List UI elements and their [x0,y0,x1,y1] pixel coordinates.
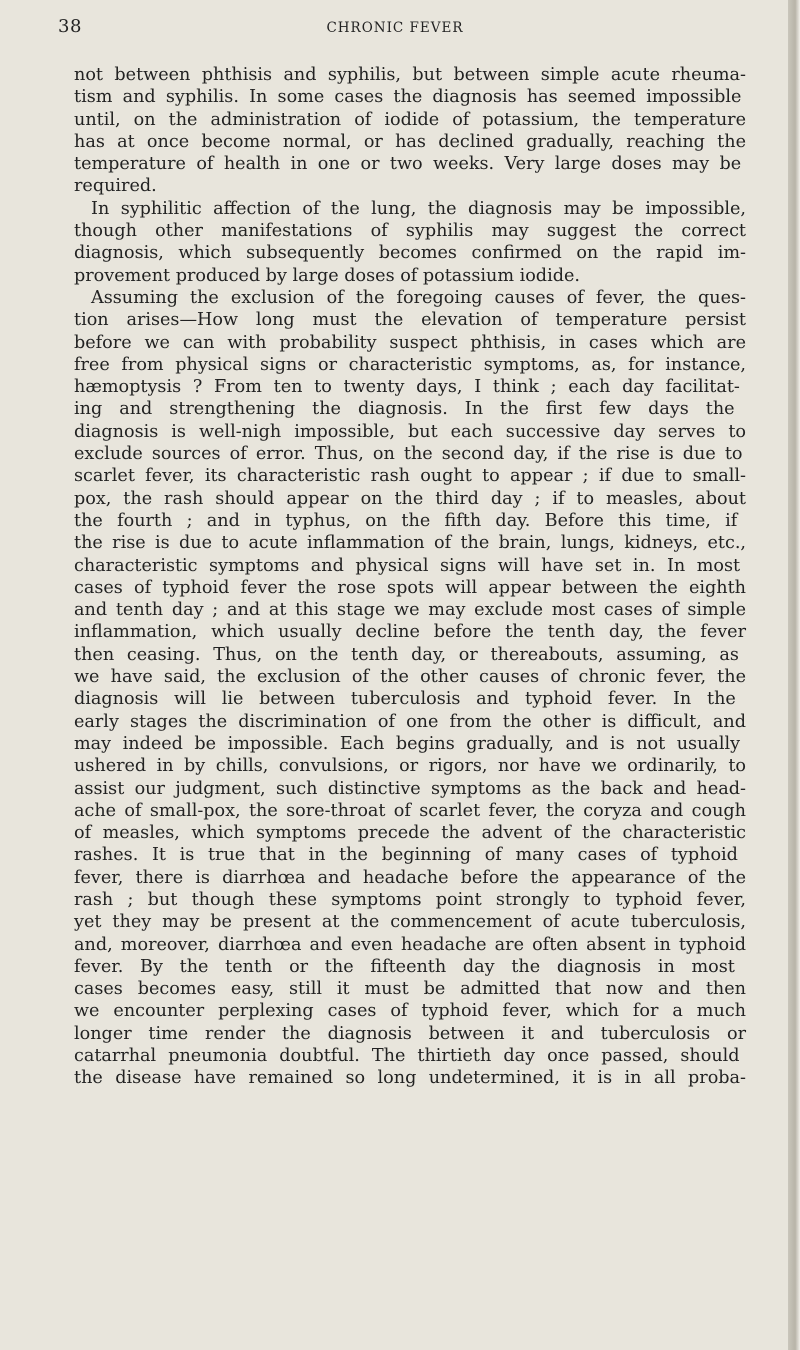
text-line: temperature of health in one or two weeks. Very large doses may be [74,154,742,175]
text-line: provement produced by large doses of potassium iodide. [74,265,580,286]
text-line: though other manifestations of syphilis may suggest the correct [74,221,746,242]
text-line: may indeed be impossible. Each begins gradually, and is not usually [74,733,741,754]
text-line: until, on the administration of iodide of potassium, the temperature [74,109,746,130]
page-edge [788,0,800,1350]
text-line: required. [74,176,157,197]
text-line: early stages the discrimination of one from the other is difficult, and [74,711,746,732]
text-line: the fourth ; and in typhus, on the fifth day. Before this time, if [74,510,738,531]
text-line: pox, the rash should appear on the third day ; if to measles, about [74,488,746,509]
text-line: fever, there is diarrhœa and headache before the appearance of the [74,867,746,888]
text-line: cases of typhoid fever the rose spots will appear between the eighth [74,577,746,598]
text-line: In syphilitic affection of the lung, the diagnosis may be impossible, [91,198,746,219]
text-line: diagnosis, which subsequently becomes confirmed on the rapid im- [74,243,746,264]
text-line: of measles, which symptoms precede the advent of the characteristic [74,823,746,844]
text-line: we encounter perplexing cases of typhoid fever, which for a much [74,1001,746,1022]
text-line: longer time render the diagnosis between it and tuberculosis or [74,1023,746,1044]
text-line: and, moreover, diarrhœa and even headache are often absent in typhoid [74,934,746,955]
text-line: rash ; but though these symptoms point strongly to typhoid fever, [74,889,746,910]
text-line: diagnosis will lie between tuberculosis and typhoid fever. In the [74,689,736,710]
body-text [74,64,746,1090]
text-line: rashes. It is true that in the beginning of many cases of typhoid [74,845,738,866]
paragraph-2 [74,198,746,287]
page-number: 38 [58,16,82,37]
text-line: catarrhal pneumonia doubtful. The thirtieth day once passed, should [74,1046,740,1067]
text-line: free from physical signs or characteristic symptoms, as, for instance, [74,354,746,375]
running-head: CHRONIC FEVER [326,20,464,36]
text-line: scarlet fever, its characteristic rash ought to appear ; if due to small- [74,466,746,487]
text-line: and tenth day ; and at this stage we may exclude most cases of simple [74,600,746,621]
text-line: before we can with probability suspect phthisis, in cases which are [74,332,746,353]
text-line: characteristic symptoms and physical signs will have set in. In most [74,555,741,576]
text-line: diagnosis is well-nigh impossible, but each successive day serves to [74,421,746,442]
text-line: tion arises—How long must the elevation of temperature persist [74,310,746,331]
text-line: assist our judgment, such distinctive symptoms as the back and head- [74,778,746,799]
text-line: not between phthisis and syphilis, but between simple acute rheuma- [74,65,746,85]
text-line: exclude sources of error. Thus, on the second day, if the rise is due to [74,444,743,465]
text-line: yet they may be present at the commencement of acute tuberculosis, [74,912,746,933]
text-line: fever. By the tenth or the fifteenth day the diagnosis in most [74,956,735,977]
text-line: ushered in by chills, convulsions, or rigors, nor have we ordinarily, to [74,756,746,777]
text-line: Assuming the exclusion of the foregoing causes of fever, the ques- [91,287,746,308]
text-line: the rise is due to acute inflammation of the brain, lungs, kidneys, etc., [74,533,746,554]
paragraph-1 [74,64,746,198]
text-line: the disease have remained so long undetermined, it is in all proba- [74,1068,746,1089]
paragraph-3 [74,287,746,1090]
text-line: ache of small-pox, the sore-throat of scarlet fever, the coryza and cough [74,800,746,821]
text-line: ing and strengthening the diagnosis. In the first few days the [74,399,735,420]
text-line: hæmoptysis ? From ten to twenty days, I think ; each day facilitat- [74,377,740,398]
text-line: we have said, the exclusion of the other causes of chronic fever, the [74,667,746,688]
text-line: has at once become normal, or has declined gradually, reaching the [74,131,746,152]
text-line: cases becomes easy, still it must be admitted that now and then [74,979,746,1000]
text-line: tism and syphilis. In some cases the diagnosis has seemed impossible [74,87,742,108]
text-line: then ceasing. Thus, on the tenth day, or thereabouts, assuming, as [74,644,739,665]
text-line: inflammation, which usually decline before the tenth day, the fever [74,622,746,643]
